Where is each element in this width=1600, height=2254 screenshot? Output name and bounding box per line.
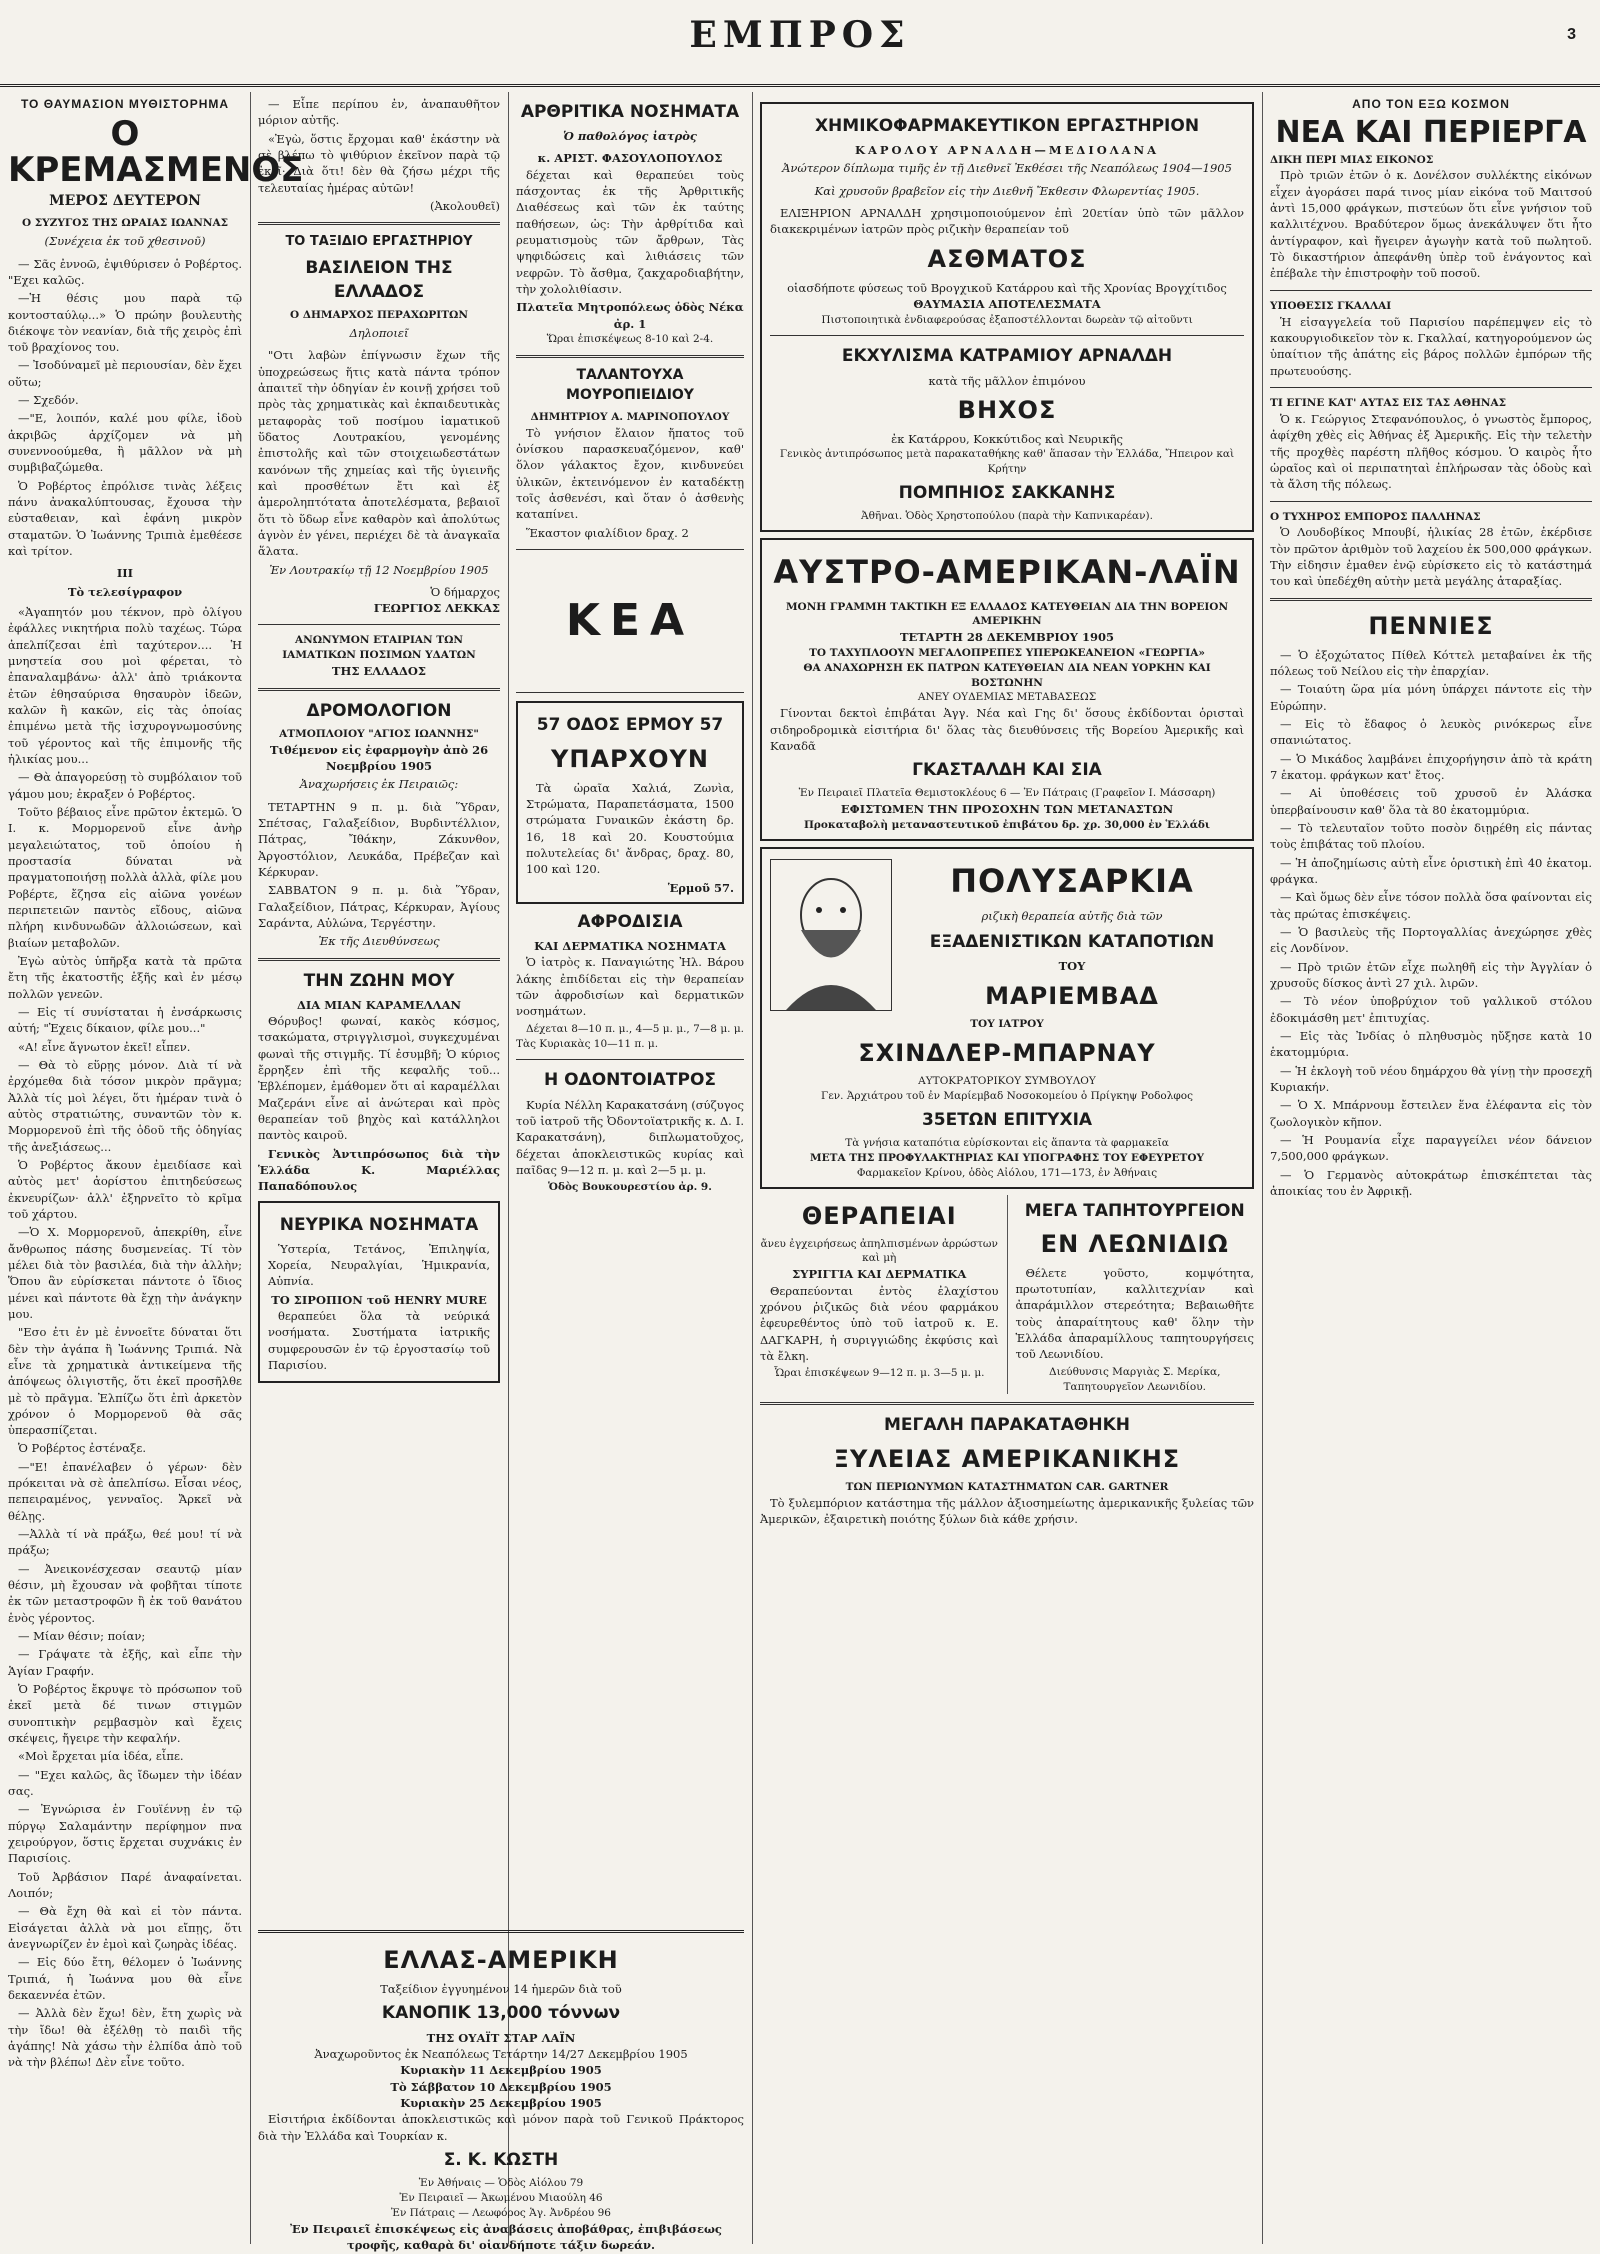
ad-agents: ΓΚΑΣΤΑΛΔΗ ΚΑΙ ΣΙΑ: [912, 760, 1102, 781]
paragraph: Ὁ Ροβέρτος ἄκουν ἐμειδίασε καὶ αὐτὸς μετ' ἀορίστου ἐπιτηδεύσεως ἐκνευρίζων· ἀλλ' ἐξηρνεῖτο τὸ κρῖμα τοῦ χάρτου.: [8, 1157, 242, 1221]
ad-heading: ΑΡΘΡΙΤΙΚΑ ΝΟΣΗΜΑΤΑ: [520, 102, 740, 122]
news-heading: Ο ΤΥΧΗΡΟΣ ΕΜΠΟΡΟΣ ΠΑΛΛΗΝΑΣ: [1270, 510, 1481, 523]
paragraph: —Ὁ Χ. Μορμορενοῦ, ἀπεκρίθη, εἶνε ἄνθρωπος πάσης δυσμενείας. Τί τὸν μέλει διὰ τὸν βασιλέα, διὰ τὴν ἀλλὴν; Ὅπου ἂν εὑρίσκεται πάντοτε ὁ ἴδιος μένει καὶ πάντοτε θὰ ἔχῃ τὴν ἀνάγκην μου.: [8, 1225, 242, 1321]
ad-doc-name: ΣΧΙΝΔΛΕΡ-ΜΠΑΡΝΑΥ: [858, 1038, 1156, 1067]
ad-date: Κυριακὴν 25 Δεκεμβρίου 1905: [400, 2095, 602, 2110]
news-heading: ΥΠΟΘΕΣΙΣ ΓΚΑΛΛΑΙ: [1270, 299, 1392, 312]
ad-heading: ΜΕΓΑ ΤΑΠΗΤΟΥΡΓΕΙΟΝ: [1024, 1200, 1245, 1221]
paragraph: — Σχεδόν.: [18, 393, 79, 408]
pennies-item: — Καὶ ὅμως δὲν εἶνε τόσον πολλὰ ὅσα φαίνονται εἰς τὰς πρώτας ἐπισκέψεις.: [1270, 890, 1592, 921]
ad-sub: ΚΑΡΟΛΟΥ ΑΡΝΑΛΔΗ—ΜΕΔΙΟΛΑΝΑ: [854, 143, 1160, 158]
ad-ship: ΚΑΝΟΠΙΚ 13,000 τόννων: [381, 2003, 621, 2024]
paragraph: — "Εχει καλῶς, ἂς ἴδωμεν τὴν ἰδέαν σας.: [8, 1767, 242, 1799]
paragraph: Τοῦ Ἀρβάσιον Παρέ ἀναφαίνεται. Λοιπόν;: [8, 1869, 242, 1901]
ad-footer: Διεύθυνσις Μαργιὰς Σ. Μερίκα, Ταπητουργεῖον Λεωνιδίου.: [1049, 1365, 1221, 1393]
divider: [516, 549, 744, 550]
ad-sub: Ταξείδιον ἐγγυημένον 14 ἡμερῶν διὰ τοῦ: [380, 1982, 622, 1997]
ad-body: Κυρία Νέλλη Καρακατσάνη (σύζυγος τοῦ ἰατροῦ τῆς Ὀδοντοϊατρικῆς κ. Δ. Ι. Καρακατσάνη), διπλωματοῦχος, δέχεται ἀποκλειστικῶς κυρίας καὶ παῖδας 9—12 π. μ. καὶ 2—5 μ. μ.: [516, 1097, 744, 1177]
pennies-item: — Ὁ Γερμανὸς αὐτοκράτωρ ἐπισκέπτεται τὰς ἀποικίας του ἐν Ἀφρικῇ.: [1270, 1167, 1592, 1198]
paragraph: — Μίαν θέσιν; ποίαν;: [18, 1629, 146, 1644]
ad-info: ΕΦΙΣΤΩΜΕΝ ΤΗΝ ΠΡΟΣΟΧΗΝ ΤΩΝ ΜΕΤΑΝΑΣΤΩΝ: [840, 802, 1174, 817]
paragraph: — Ἰσοδύναμεῖ μὲ περιουσίαν, δὲν ἔχει οὕτω;: [8, 358, 242, 389]
ad-role: ΑΥΤΟΚΡΑΤΟΡΙΚΟΥ ΣΥΜΒΟΥΛΟΥ: [918, 1074, 1096, 1087]
paragraph: — Γράψατε τὰ ἐξῆς, καὶ εἶπε τὴν Ἁγίαν Γραφήν.: [8, 1647, 242, 1678]
ship-title: ΑΤΜΟΠΛΟΙΟΥ "ΑΓΙΟΣ ΙΩΑΝΝΗΣ": [279, 727, 479, 740]
ad-date: Ἀναχωροῦντος ἐκ Νεαπόλεως Τετάρτην 14/27 Δεκεμβρίου 1905: [314, 2046, 688, 2061]
ad-auth: Τὰ γνήσια καταπότια εὑρίσκονται εἰς ἅπαντα τὰ φαρμακεῖα: [845, 1136, 1169, 1149]
paragraph: —"Ε, λοιπόν, καλέ μου φίλε, ἰδοὺ ἀκριβῶς ἀρχίζομεν νὰ μὴ συνεννοούμεθα, ἢ μᾶλλον νὰ μὴ συμβιβαζώμεθα.: [8, 411, 242, 475]
serial-chapter: Ο ΣΥΖΥΓΟΣ ΤΗΣ ΩΡΑΙΑΣ ΙΩΑΝΝΑΣ: [21, 217, 229, 230]
news-body: Ὁ Λουδοβίκος Μπουβί, ἡλικίας 28 ἐτῶν, ἐκέρδισε τὸν πρῶτον ἀριθμὸν τοῦ λαχείου ἐκ 500,000 φράγκων. Τὴν εἰδησιν ἐμαθεν ἐνῷ εὑρίσκετο εἰς τὸ κατάστημά του καὶ ὑπεδέχθη αὐτὴν μετὰ μεγάλης ἀταραξίας.: [1270, 525, 1592, 589]
portrait-image: [770, 859, 892, 1011]
news-heading: ΤΙ ΕΓΙΝΕ ΚΑΤ' ΑΥΤΑΣ ΕΙΣ ΤΑΣ ΑΘΗΝΑΣ: [1270, 396, 1507, 409]
ad-address: Πλατεῖα Μητροπόλεως ὁδὸς Νέκα ἀρ. 1: [516, 300, 744, 331]
divider: [258, 222, 500, 225]
ad-address: Ὁδὸς Βουκουρεστίου ἀρ. 9.: [548, 1181, 712, 1194]
paragraph: «Α! εἶνε ἄγνωτον ἐκεῖ! εἶπεν.: [18, 1039, 191, 1054]
ad-hellas-america: [258, 1930, 744, 2252]
ship-heading: ΔΡΟΜΟΛΟΓΙΟΝ: [306, 700, 452, 721]
paragraph: "Εσο ἐτι ἐν μὲ ἐννοεῖτε δύναται ὅτι δὲν τὴν ἀγάπα ἢ Ἰωάννης Τριπιά. Νὰ εἶνε τὰ χρηματικὰ ἀντικείμενα τῆς ἀπόψεως ὀλιγιστῆς, ὅτι ἐκεῖ προσῆλθε μὲ τὸ πρᾶγμα. Ἐλπίζω ὅτι ἐπὶ ἀρκετὸν χρόνον ὁ Μορμορενοῦ θὰ σᾶς ὑπερασπίζεται.: [8, 1325, 242, 1438]
ad-title: ΥΠΑΡΧΟΥΝ: [551, 744, 709, 773]
pennies-item: — Ἡ ἐκλογὴ τοῦ νέου δημάρχου θὰ γίνῃ τὴν προσεχῆ Κυριακήν.: [1270, 1063, 1592, 1094]
ad-carpets: [1007, 1195, 1255, 1395]
ad-box-ermou: [516, 701, 744, 904]
divider: [516, 1059, 744, 1060]
divider: [1270, 387, 1592, 388]
pennies-list: [1270, 647, 1592, 1200]
ad-footer: Ἑρμοῦ 57.: [667, 880, 734, 895]
paragraph: — Ἐγνώρισα ἐν Γουϊέννῃ ἐν τῷ πύργῳ Σαλαμάντην περίφημον πνα χειρούργον, ὅστις ἔρχεται συχνάκις ἐν Παρισίοις.: [8, 1802, 242, 1866]
notice-sign-title: Ὁ δήμαρχος: [430, 584, 500, 599]
ad-heading: ΠΟΛΥΣΑΡΚΙΑ: [950, 861, 1194, 900]
ad-body: Θέλετε γοῦστο, κομψότητα, πρωτοτυπίαν, καλλιτεχνίαν καὶ ἀπαράμιλλον στερεότητα; Βεβαιωθῆτε τοὺς ἀπαραίτητους καθ' ὅλην τὴν Ἑλλάδα ἀπαραμίλλους ταπητουργήσεις τοῦ Λεωνιδίου.: [1015, 1265, 1254, 1362]
ad-therapies: [760, 1195, 999, 1395]
kea-advert: ΚΕΑ: [565, 594, 695, 646]
paragraph: —Ἡ θέσις μου παρὰ τῷ κοντοσταύλῳ...» Ὁ πρώην βουλευτὴς διέκοψε τὸν νεανίαν, διὰ τῆς χειρὸς ἐπὶ τοῦ βραχίονος του.: [8, 291, 243, 355]
ad-body: Ὁ ἰατρὸς κ. Παναγιώτης Ἠλ. Βάρου λάκης ἐπιδίδεται εἰς τὴν θεραπείαν τῶν ἀφροδισίων καὶ δερματικῶν νοσημάτων.: [516, 955, 744, 1019]
paragraph: Ἐγὼ αὐτὸς ὑπῆρξα κατὰ τὰ πρῶτα ἔτη τῆς ἐκατοστῆς ἑξῆς καὶ ἐν μέσῳ πολλῶν γενεῶν.: [8, 953, 242, 1001]
ad-name: ΜΑΡΙΕΜΒΑΔ: [985, 981, 1159, 1010]
paragraph: — Θὰ τὸ εὕρῃς μόνον. Διὰ τί νὰ ἐρχόμεθα διὰ τόσον μικρὸν πρᾶγμα; Ἀλλὰ τίς μοὶ λέγει, ὅτι ἠμέραν τινὰ ὁ αὐτὸς στρατιώτης, συναντῶν τὸν κ. Μορμορενοῦ ἐπὶ τῆς ὁδοῦ τῆς ὁδηγίας τῆς ἀνεξιάσεως...: [8, 1057, 242, 1154]
pennies-item: — Ἡ ἀποζημίωσις αὐτὴ εἶνε ὁριστικὴ ἐπὶ 40 ἑκατομ. φράγκα.: [1270, 855, 1592, 887]
column-rule: [250, 92, 251, 2244]
divider: [760, 1402, 1254, 1405]
ad-title: ΕΞΑΔΕΝΙΣΤΙΚΩΝ ΚΑΤΑΠΟΤΙΩΝ: [929, 932, 1215, 953]
ad-hours: Ὧραι ἐπισκέψεων 9—12 π. μ. 3—5 μ. μ.: [774, 1367, 985, 1380]
ad-heading: 57 ΟΔΟΣ ΕΡΜΟΥ 57: [536, 715, 724, 736]
ad-note: ΑΝΕΥ ΟΥΔΕΜΙΑΣ ΜΕΤΑΒΑΣΕΩΣ: [917, 691, 1097, 704]
paragraph: —Ἀλλὰ τί νὰ πράξω, θεέ μου! τί νὰ πράξω;: [8, 1527, 242, 1558]
ad-address: Ἐν Πάτραις — Λεωφόρος Ἁγ. Ἀνδρέου 96: [391, 2206, 611, 2219]
notice-sub: Ο ΔΗΜΑΡΧΟΣ ΠΕΡΑΧΩΡΙΤΩΝ: [290, 309, 468, 321]
column-notices: [258, 96, 500, 1924]
pennies-item: — Εἰς τὰς Ἰνδίας ὁ πληθυσμὸς ηὔξησε κατὰ 10 ἑκατομμύρια.: [1270, 1029, 1592, 1060]
ad-ship: ΤΟ ΤΑΧΥΠΛΟΟΥΝ ΜΕΓΑΛΟΠΡΕΠΕΣ ΥΠΕΡΩΚΕΑΝΕΙΟΝ «ΓΕΩΡΓΙΑ»: [809, 646, 1205, 659]
column-medical: [516, 96, 744, 1924]
paragraph: — Σᾶς ἐννοῶ, ἐψιθύρισεν ὁ Ροβέρτος. "Εχει καλῶς.: [8, 256, 242, 287]
column-rule: [508, 92, 509, 2244]
ad-address: Ἐν Ἀθήναις — Ὁδὸς Αἰόλου 79: [418, 2176, 584, 2189]
serial-header: ΤΟ ΘΑΥΜΑΣΙΟΝ ΜΥΘΙΣΤΟΡΗΜΑ: [20, 97, 230, 111]
ad-body: ΕΛΙΞΗΡΙΟΝ ΑΡΝΑΛΔΗ χρησιμοποιούμενον ἐπὶ 20ετίαν ὑπὸ τῶν μᾶλλον διακεκριμένων ἰατρῶν πρὸς ριζικὴν θεραπείαν τοῦ: [770, 206, 1244, 237]
ad-body: Τὸ ξυλεμπόριον κατάστημα τῆς μάλλον ἀξιοσημείωτης ἀμερικανικῆς ξυλείας τῶν Ἀμερικῶν, ἐξαιρετικὴ ποιότης ξύλων διὰ κάθε χρήσιν.: [760, 1495, 1254, 1526]
ad-success: 35ΕΤΩΝ ΕΠΙΤΥΧΙΑ: [921, 1109, 1093, 1130]
ad-sub: ΤΩΝ ΠΕΡΙΩΝΥΜΩΝ ΚΑΤΑΣΤΗΜΑΤΩΝ CAR. GARTNER: [845, 1480, 1169, 1493]
ad-agent-name: ΠΟΜΠΗΙΟΣ ΣΑΚΚΑΝΗΣ: [898, 483, 1116, 504]
notice-heading: ΤΟ ΤΑΞΙΔΙΟ ΕΡΓΑΣΤΗΡΙΟΥ: [285, 234, 473, 250]
ad-body: Εἰσιτήρια ἐκδίδονται ἀποκλειστικῶς καὶ μόνον παρὰ τοῦ Γενικοῦ Πράκτορος διὰ τὴν Ἑλλάδα καὶ Τουρκίαν κ.: [258, 2112, 744, 2143]
ad-agent: Γενικὸς ἀντιπρόσωπος μετὰ παρακαταθήκης καθ' ἅπασαν τὴν Ἑλλάδα, Ἤπειρον καὶ Κρήτην: [779, 448, 1235, 476]
ad-box-arnaldi: [760, 102, 1254, 532]
ad-warn: ΜΕΤΑ ΤΗΣ ΠΡΟΦΥΛΑΚΤΗΡΙΑΣ ΚΑΙ ΥΠΟΓΡΑΦΗΣ ΤΟΥ ΕΦΕΥΡΕΤΟΥ: [810, 1151, 1204, 1164]
paragraph: «Ἀγαπητόν μου τέκνον, πρὸ ὀλίγου ἐφάλλες νικητήρια πολὺ ταχέως. Τώρα ἀπελπίζεσαι ἐπὶ ταχύτερον.... Ἡ μνηστεία σου μοὶ φέρεται, τὸ ἐπαναλαμβάνω· ἀλλ' ἀπὸ τριάκοντα ἐτῶν ἐθησαύρισα θησαυρὸν ἰδεῶν, καλῶν ἢ κακῶν, εἰς τὰς ὁποίας ἐπιμένω μετὰ τῆς ἰσχυρογνωμοσύνης τοῦ γέροντος καὶ τῆς ἐπιμονῆς τῆς ἡλικίας μου...: [8, 605, 242, 767]
ad-doctor-line: Ὁ παθολόγος ἰατρὸς: [563, 129, 697, 144]
chapter-title: Τὸ τελεσίγραφον: [67, 584, 183, 599]
continued-note: (Ἀκολουθεῖ): [430, 198, 500, 213]
paragraph: — Ἀλλὰ δὲν ἔχω! δὲν, ἔτη χωρὶς νὰ τὴν ἴδω! θὰ ἐξέλθῃ τὸ παιδὶ τῆς ἀγάπης! Νὰ χάσω τὴν ἐλπίδα ἀπὸ τοῦ νὰ τὴν βλέπω! Δὲν εἶνε τοῦτο.: [8, 2006, 242, 2070]
news-body: Ὁ κ. Γεώργιος Στεφανόπουλος, ὁ γνωστὸς ἔμπορος, ἀφίχθη χθὲς εἰς Ἀθήνας ἐξ Ἀμερικῆς. Εἰς τὴν τελετὴν τῆς προχθὲς παρέστη πλῆθος κόσμου. Ὁ καιρὸς ἦτο ὡραῖος καὶ οἱ περιπατηταὶ ἐπλήρωσαν τὰς ὁδοὺς καὶ τὰ ἄλση τῆς πόλεως.: [1270, 411, 1592, 492]
ad-title: ΑΣΘΜΑΤΟΣ: [927, 244, 1087, 273]
ad-address: Ἐν Πειραιεῖ Πλατεῖα Θεμιστοκλέους 6 — Ἐν Πάτραις (Γραφεῖον Ι. Μάσσαρη): [798, 787, 1216, 800]
ad-sub: κατὰ τῆς μᾶλλον ἐπιμόνου: [928, 373, 1086, 388]
ad-body: θεραπεύει ὅλα τὰ νεύρικά νοσήματα. Συστήματα ἰατρικῆς συμφερουσῶν ἐν τῷ ἐργοστασίῳ τοῦ Παρισίου.: [268, 1309, 490, 1373]
ship-route: ΤΕΤΑΡΤΗΝ 9 π. μ. διὰ Ὕδραν, Σπέτσας, Γαλαξείδιον, Βυρδιντέλλιον, Πάτρας, Ἴθάκην, Ζάκυνθον, Ἀργοστόλιον, Λευκάδα, Πρέβεζαν καὶ Κέρκυραν.: [258, 799, 500, 879]
ad-sub: ΣΥΡΙΓΓΙΑ ΚΑΙ ΔΕΡΜΑΤΙΚΑ: [792, 1267, 967, 1282]
ad-body: Τὸ γνήσιον ἔλαιον ἤπατος τοῦ ὀνίσκου παρασκευαζόμενον, καθ' ὅλον γάλακτος ἔχον, κινδυνεύει ὑλικῶν, ἐκτεινόμενον ἐν καταδέκτῃ τοῖς ἀσθενέσι, καὶ ὅταν ὁ ἀσθενὴς καταπίνει.: [516, 425, 744, 522]
ad-results: ΘΑΥΜΑΣΙΑ ΑΠΟΤΕΛΕΣΜΑΤΑ: [913, 297, 1101, 312]
notice-date: Ἐν Λουτρακίῳ τῇ 12 Νοεμβρίου 1905: [269, 562, 489, 577]
ad-prices: Ἕκαστον φιαλίδιον δραχ. 2: [526, 525, 689, 540]
news-body: Ἡ εἰσαγγελεία τοῦ Παρισίου παρέπεμψεν εἰς τὸ κακουργιοδικεῖον τὸν κ. Γκαλλαί, κατηγορούμενον ὡς ὑπαίτιον τῆς ἀπάτης εἰς βάρος πολλῶν ἐμπόρων τῆς πρωτευούσης.: [1270, 314, 1592, 378]
ad-sub: ΜΟΝΗ ΓΡΑΜΜΗ ΤΑΚΤΙΚΗ ΕΞ ΕΛΛΑΔΟΣ ΚΑΤΕΥΘΕΙΑΝ ΔΙΑ ΤΗΝ ΒΟΡΕΙΟΝ ΑΜΕΡΙΚΗΝ: [785, 600, 1229, 628]
divider: [258, 688, 500, 691]
ad-hours: Δέχεται 8—10 π. μ., 4—5 μ. μ., 7—8 μ. μ. Τὰς Κυριακὰς 10—11 π. μ.: [516, 1022, 744, 1050]
ad-body: Γίνονται δεκτοὶ ἐπιβάται Ἀγγ. Νέα καὶ Γης δι' ὅσους ἐκδίδονται ὁρισταὶ σιδηροδρομικὰ εἰσιτήρια δι' ὅλας τὰς διευθύνσεις τῆς Βορείου Ἀμερικῆς καὶ Καναδᾶ: [770, 706, 1244, 753]
pennies-item: — Εἰς τὸ ἔδαφος ὁ λευκὸς ρινόκερως εἶνε σπανιώτατος.: [1270, 717, 1592, 748]
ad-heading: ΤΑΛΑΝΤΟΥΧΑ ΜΟΥΡΟΠΙΕΙΔΙΟΥ: [566, 366, 694, 403]
divider: [516, 692, 744, 693]
paragraph: Ὁ Ροβέρτος ἔκρυψε τὸ πρόσωπον τοῦ ἐκεῖ μετὰ δέ τινων στιγμῶν συνοπτικὴν ρεμβασμὸν καὶ ἔχεις σκέψεις, ἤγειρε τὴν κεφαλήν.: [8, 1682, 242, 1746]
ad-line: ριζικὴ θεραπεία αὐτῆς διὰ τῶν: [981, 909, 1163, 923]
divider: [1270, 290, 1592, 291]
ad-box-polysarkia: [760, 847, 1254, 1189]
ad-body: Θεραπεύονται ἐντὸς ἐλαχίστου χρόνου ῥιζικῶς διὰ νέου φαρμάκου ἐφευρεθέντος ὑπὸ τοῦ ἰατροῦ κ. Ε. ΔΑΓΚΑΡΗ, ἡ συριγγιώδης ἐκφύσις καὶ τὰ ἔλκη.: [760, 1283, 999, 1364]
pennies-item: — Ἡ Ρουμανία εἶχε παραγγείλει νέον δάνειον 7,500,000 φράγκων.: [1270, 1132, 1592, 1164]
paragraph: «Μοὶ ἔρχεται μία ἰδέα, εἶπε.: [18, 1749, 184, 1764]
ad-footer: Προκαταβολὴ μεταναστευτικοῦ ἐπιβάτου δρ. χρ. 30,000 ἐν Ἑλλάδι: [804, 818, 1210, 831]
pennies-item: — Τὸ τελευταῖον τοῦτο ποσὸν διῃρέθη εἰς πάντας τοὺς ἐπιβάτας τοῦ πλοίου.: [1270, 821, 1592, 852]
news-header: ΑΠΟ ΤΟΝ ΕΞΩ ΚΟΣΜΟΝ: [1352, 97, 1510, 111]
ad-address: Ἐν Πειραιεῖ — Ἀκωμένου Μιαούλη 46: [399, 2191, 603, 2204]
notice-signer: ΓΕΩΡΓΙΟΣ ΛΕΚΚΑΣ: [373, 601, 500, 616]
ad-heading: ΕΛΛΑΣ-ΑΜΕΡΙΚΗ: [383, 1946, 619, 1974]
paragraph: — Εἰς δύο ἔτη, θέλομεν ὁ Ἰωάννης Τριπιά, ἡ Ἰωάννα μου θὰ εἶνε δεκαεννέα ἐτῶν.: [8, 1955, 242, 2002]
ad-box-austro-american: [760, 538, 1254, 840]
ad-sub: ἐκ Κατάρρου, Κοκκύτιδος καὶ Νευρικῆς: [891, 431, 1123, 446]
ad-heading: Η ΟΔΟΝΤΟΙΑΤΡΟΣ: [543, 1070, 717, 1091]
ad-body: Θόρυβος! φωναί, κακὸς κόσμος, τσακώματα, στριγγλισμοὶ, συγκεχυμέναι φωναὶ τῆς στιγμῆς. Τί ἐσυμβῆ; Ὁ κύριος ἔρρηξεν ἐπὶ τῆς κεφαλῆς τοῦ... Ἐβλέπομεν, ἐμάθομεν ὅτι αἱ καραμέλλαι Μαζεράνι εἶνε αἱ ἀνώτεραι καὶ πρὸς θεραπείαν τοῦ βηχὸς καὶ κατάλληλοι παντὸς καιροῦ.: [258, 1014, 500, 1143]
ad-doc: ΤΟΥ ΙΑΤΡΟΥ: [970, 1017, 1044, 1030]
paragraph: — Θὰ ἀπαγορεύσῃ τὸ συμβόλαιον τοῦ γάμου μου; ἐκραξεν ὁ Ροβέρτος.: [8, 770, 242, 801]
ad-of: ΤΟΥ: [1058, 959, 1086, 974]
ad-line: ΤΗΣ ΟΥΑΪΤ ΣΤΑΡ ΛΑΪΝ: [426, 2030, 576, 2045]
divider: [1270, 501, 1592, 502]
chapter-numeral: III: [116, 566, 134, 581]
ad-agent: Γενικὸς Ἀντιπρόσωπος διὰ τὴν Ἑλλάδα Κ. Μαριέλλας Παπαδόπουλος: [258, 1146, 500, 1194]
ad-heading: ΑΥΣΤΡΟ-ΑΜΕΡΙΚΑΝ-ΛΑΪΝ: [773, 553, 1241, 592]
ad-title: ΞΥΛΕΙΑΣ ΑΜΕΡΙΚΑΝΙΚΗΣ: [833, 1444, 1181, 1473]
news-body: Πρὸ τριῶν ἐτῶν ὁ κ. Δονέλσον συλλέκτης εἰκόνων εἶχεν ἀγοράσει παρά τινος μίαν εἰκόνα τοῦ Μαιτσού ἀντὶ 15,000 φράγκων, πιστεύων ὅτι εἶνε γνήσιον τοῦ καλλιτέχνου. Βραδύτερον ὅμως ἀνεκάλυψεν ὅτι ἦτο ἀντίγραφον, καὶ ἤγειρεν ἀγωγὴν κατὰ τοῦ πωλητοῦ. Τὸ δικαστήριον ἀπεφάνθη ὑπὲρ τοῦ ἐνάγοντος καὶ ἐπέβαλε τὴν ἐπιστροφὴν τοῦ ποσοῦ.: [1270, 168, 1592, 281]
column-rule: [1262, 92, 1263, 2244]
company-heading: ΑΝΩΝΥΜΟΝ ΕΤΑΙΡΙΑΝ ΤΩΝ ΙΑΜΑΤΙΚΩΝ ΠΟΣΙΜΩΝ ΥΔΑΤΩΝ: [282, 634, 476, 662]
ad-sub: ΤΟ ΣΙΡΟΠΙΟΝ τοῦ HENRY MURE: [271, 1292, 487, 1307]
divider: [770, 335, 1244, 336]
ad-address: Φαρμακεῖον Κρίνου, ὁδὸς Αἰόλου, 171—173, ἐν Ἀθήναις: [856, 1166, 1158, 1179]
ad-footer: Ἐν Πειραιεῖ ἐπισκέψεως εἰς ἀναβάσεις ἀποβάθρας, ἐπιβιβάσεως τροφῆς, καθαρὰ δι' οἱανδήποτε τάξιν δωρεάν.: [290, 2221, 722, 2252]
ad-desc: Γεν. Ἀρχιάτρου τοῦ ἐν Μαρίεμβαδ Νοσοκομείου ὁ Πρίγκηψ Ροδολφος: [821, 1089, 1193, 1102]
ship-line: Ἀναχωρήσεις ἐκ Πειραιῶς:: [299, 777, 459, 792]
serial-title: Ο ΚΡΕΜΑΣΜΕΝΟΣ: [8, 114, 304, 190]
ad-sub: ΔΗΜΗΤΡΙΟΥ Α. ΜΑΡΙΝΟΠΟΥΛΟΥ: [530, 410, 730, 423]
column-rule: [752, 92, 753, 2244]
ad-row: [760, 1195, 1254, 1395]
page-number: 3: [1567, 26, 1576, 43]
ad-box-nervous: [258, 1201, 500, 1384]
notice-body: "Οτι λαβὼν ἐπίγνωσιν ἔχων τῆς ὑποχρεώσεως ἥτις κατὰ πάντα τρόπον ἀπαιτεῖ τὴν ὁδηγίαν ἐν κοινῇ χρήσει τοῦ πρὸς τὰς χρηματικὰς καὶ ἐκπαιδευτικὰς μεταφορὰς τοῦ ποσίμου ἰαματικοῦ ὕδατος Λουτρακίου, γενομένης ἐπιστολῆς καὶ τῶν στοιχειωδεστάτων κανόνων τῆς χημείας καὶ τῆς ὑγιεινῆς καὶ προσθέτων ἔτι καὶ ἐξ ἀμεροληπτότατα ἀποτελέσματα, βεβαιοῖ ὅτι τὸ ὕδωρ εἶνε καθαρὸν καὶ ἀπολύτως ἁγνὸν ἐν γένει, περιέχει δὲ τὰ ἀναγκαῖα ἅλατα.: [258, 348, 500, 559]
pennies-item: — Ὁ Χ. Μπάρνουμ ἔστειλεν ἕνα ἐλέφαντα εἰς τὸν ζωολογικὸν κῆπον.: [1270, 1098, 1592, 1129]
paragraph: — Εἰς τί συνίσταται ἡ ἐνσάρκωσις αὐτή; "Ἐχεις δίκαιον, φίλε μου...": [8, 1004, 242, 1036]
column-advertisements: [760, 96, 1254, 2244]
news-title: ΝΕΑ ΚΑΙ ΠΕΡΙΕΡΓΑ: [1275, 115, 1587, 151]
paragraph: Ὁ Ροβέρτος ἐπρόλισε τινὰς λέξεις πάνυ ἀνακαλύπτουσας, ἔχουσα τὴν εὐσταθειαν, καὶ ἐφάνη μικρὸν σταματῶν. Ὁ Ἰωάννης Τριπιὰ ἐμεθέεσε καὶ τρίτον.: [8, 478, 242, 559]
ad-sub: ΔΙΑ ΜΙΑΝ ΚΑΡΑΜΕΛΛΑΝ: [296, 997, 462, 1012]
ad-title: ΕΝ ΛΕΩΝΙΔΙΩ: [1040, 1229, 1229, 1258]
ad-date: Κυριακὴν 11 Δεκεμβρίου 1905: [400, 2063, 602, 2078]
ad-hours: Ὥραι ἐπισκέψεως 8-10 καὶ 2-4.: [546, 333, 714, 346]
paragraph: — Θὰ ἔχη θὰ καὶ εἰ τὸν πάντα. Εἰσάγεται ἀλλὰ νὰ μοι εἴπῃς, ὅτι ἀνεγνωρίζεν ἐν ἐμοὶ καὶ ζωηρὰς ἰδέας.: [8, 1904, 242, 1951]
paragraph: Τοῦτο βέβαιος εἶνε πρῶτον ἐκτεμῶ. Ὁ Ι. κ. Μορμορενοῦ εἶνε ἀνὴρ μεγαλειώτατος, τοῦ ὁποίου ἡ προστασία δύναται νὰ πραγματοποιήσῃ πολλὰ ἀλλὰ, φίλε μου Ροβέρτε, ἔζησα εἰς αἰῶνα γονέων περιπετειῶν παντὸς εἴδους, αἰῶνα πλήρη κινδυνωδῶν ἀλλοιώσεων, καὶ βιαίων μεταβολῶν.: [8, 805, 242, 950]
ad-heading: ΕΚΧΥΛΙΣΜΑ ΚΑΤΡΑΜΙΟΥ ΑΡΝΑΛΔΗ: [841, 346, 1173, 367]
masthead: [0, 0, 1600, 87]
paragraph: — Εἶπε περίπου ἐν, ἀναπαυθῆτον μόριον αὐτῆς.: [258, 97, 500, 128]
ad-heading: ΜΕΓΑΛΗ ΠΑΡΑΚΑΤΑΘΗΚΗ: [884, 1415, 1130, 1436]
ship-footer: Ἐκ τῆς Διευθύνσεως: [318, 934, 440, 949]
portrait-icon: [771, 860, 891, 1010]
ad-heading: ΤΗΝ ΖΩΗΝ ΜΟΥ: [303, 970, 455, 991]
ad-cert: Πιστοποιητικὰ ἐνδιαφερούσας ἐξαποστέλλονται δωρεὰν τῷ αἰτοῦντι: [821, 313, 1193, 326]
notice-title: ΒΑΣΙΛΕΙΟΝ ΤΗΣ ΕΛΛΑΔΟΣ: [305, 257, 453, 302]
paragraph: Ὁ Ροβέρτος ἐστέναξε.: [18, 1441, 146, 1456]
column-news: [1270, 96, 1592, 2244]
paragraph: — Ἀνεικονέσχεσαν σεαυτῷ μίαν θέσιν, μὴ ἔχουσαν νὰ φοβῆται τίποτε ἐκ τῶν μεταστροφῶν ἢ ἐκ τοῦ θανάτου ἑνὸς γέροντος.: [8, 1561, 242, 1625]
pennies-item: — Ὁ ἐξοχώτατος Πίθελ Κόττελ μεταβαίνει ἐκ τῆς πόλεως τοῦ Νείλου εἰς τὴν ἐπαρχίαν.: [1270, 647, 1592, 679]
ship-route: ΣΑΒΒΑΤΟΝ 9 π. μ. διὰ Ὕδραν, Γαλαξείδιον, Πάτρας, Κέρκυραν, Ἀγίους Σαράντα, Αὐλώνα, Τεργέστην.: [258, 883, 500, 930]
serial-continued: (Συνέχεια ἐκ τοῦ χθεσινοῦ): [44, 234, 206, 249]
paragraph: —"Ε! ἐπανέλαβεν ὁ γέρων· δὲν πρόκειται νὰ σὲ ἀπελπίσω. Εἶσαι νέος, πεπειραμένος, γενναῖος. Ἄρκεῖ νὰ θέλῃς.: [8, 1459, 242, 1523]
ad-doctor-name: κ. ΑΡΙΣΤ. ΦΑΣΟΥΛΟΠΟΥΛΟΣ: [537, 151, 723, 166]
ad-sub: ΚΑΙ ΔΕΡΜΑΤΙΚΑ ΝΟΣΗΜΑΤΑ: [534, 939, 726, 954]
newspaper-title: ΕΜΠΡΟΣ: [689, 14, 911, 56]
pennies-item: — Τὸ νέον ὑποβρύχιον τοῦ γαλλικοῦ στόλου ἐδοκιμάσθη μετ' ἐπιτυχίας.: [1270, 994, 1592, 1025]
ad-address: Ἀθῆναι. Ὁδὸς Χρηστοπούλου (παρὰ τὴν Καπνικαρέαν).: [861, 510, 1153, 523]
pennies-heading: ΠΕΝΝΙΕΣ: [1368, 611, 1494, 640]
ad-date: Τὸ Σάββατον 10 Δεκεμβρίου 1905: [390, 2079, 612, 2094]
ad-award: Ἀνώτερον δίπλωμα τιμῆς ἐν τῇ Διεθνεῖ Ἐκθέσει τῆς Νεαπόλεως 1904—1905: [782, 161, 1232, 176]
ad-title: ΒΗΧΟΣ: [957, 395, 1057, 424]
pennies-item: — Ὁ βασιλεὺς τῆς Πορτογαλλίας ἀνεχώρησε χθὲς εἰς Λονδίνον.: [1270, 925, 1592, 956]
ad-sub: οἱασδήποτε φύσεως τοῦ Βρογχικοῦ Κατάρρου καὶ τῆς Χρονίας Βρογχίτιδος: [787, 280, 1227, 295]
ad-body: Ὑστερία, Τετάνος, Ἐπιληψία, Χορεία, Νευραλγίαι, Ἡμικρανία, Αὐπνία.: [268, 1241, 490, 1289]
pennies-item: — Τοιαύτη ὥρα μία μόνη ὑπάρχει πάντοτε εἰς τὴν Εὐρώπην.: [1270, 682, 1592, 713]
ad-heading: ΝΕΥΡΙΚΑ ΝΟΣΗΜΑΤΑ: [279, 1214, 479, 1235]
ad-sub: ἄνευ ἐγχειρήσεως ἀπηλπισμένων ἀρρώστων καὶ μὴ: [760, 1237, 998, 1265]
news-heading: ΔΙΚΗ ΠΕΡΙ ΜΙΑΣ ΕΙΚΟΝΟΣ: [1270, 153, 1434, 166]
ad-body: δέχεται καὶ θεραπεύει τοὺς πάσχοντας ἐκ τῆς Ἀρθριτικῆς Διαθέσεως καὶ τῶν ἐκ ταύτης παθήσεων, ὡς: Τὴν ἀρθρίτιδα καὶ ρευματισμοὺς τῶν ἄρθρων, Τὰς ψηφιδώσεις καὶ λιθιάσεις τῶν νεφρῶν. Τὸ ἄσθμα, ζακχαροδιαβήτην, τὴν χολολιθίασιν.: [516, 167, 744, 297]
pennies-item: — Αἱ ὑποθέσεις τοῦ χρυσοῦ ἐν Ἀλάσκα ὑπερβαίνουσιν καθ' ὅλα τὰ 80 ἑκατομμύρια.: [1270, 786, 1592, 817]
serial-part: ΜΕΡΟΣ ΔΕΥΤΕΡΟΝ: [49, 193, 201, 210]
column-serial-novel: [8, 96, 304, 2244]
divider: [516, 355, 744, 358]
ad-heading: ΘΕΡΑΠΕΙΑΙ: [801, 1201, 957, 1230]
notice-kind: Δηλοποιεῖ: [349, 325, 409, 340]
divider: [258, 624, 500, 625]
divider: [1270, 598, 1592, 601]
ad-route: ΘΑ ΑΝΑΧΩΡΗΣΗ ΕΚ ΠΑΤΡΩΝ ΚΑΤΕΥΘΕΙΑΝ ΔΙΑ ΝΕΑΝ ΥΟΡΚΗΝ ΚΑΙ ΒΟΣΤΩΝΗΝ: [803, 661, 1211, 689]
ad-heading: ΧΗΜΙΚΟΦΑΡΜΑΚΕΥΤΙΚΟΝ ΕΡΓΑΣΤΗΡΙΟΝ: [814, 116, 1200, 136]
company-sub: ΤΗΣ ΕΛΛΑΔΟΣ: [331, 664, 427, 679]
ad-agent: Σ. Κ. ΚΩΣΤΗ: [443, 2149, 559, 2170]
pennies-item: — Ὁ Μικάδος λαμβάνει ἐπιχορήγησιν ἀπὸ τὰ κράτη 7 ἑκατομ. φράγκων κατ' ἔτος.: [1270, 751, 1592, 783]
ad-award: Καὶ χρυσοῦν βραβεῖον εἰς τὴν Διεθνῆ Ἔκθεσιν Φλωρεντίας 1905.: [814, 183, 1200, 198]
ad-date: ΤΕΤΑΡΤΗ 28 ΔΕΚΕΜΒΡΙΟΥ 1905: [899, 630, 1115, 645]
ship-sub: Τιθέμενον εἰς ἐφαρμογὴν ἀπὸ 26 Νοεμβρίου 1905: [269, 742, 489, 773]
paragraph: «Ἐγὼ, ὅστις ἔρχομαι καθ' ἑκάστην νὰ σὲ βλέπω τὸ ψιθύριον ἐκεῖνον παρὰ τῷ ἐκεῖ· Διὰ ὅτι! δὲν θὰ ζήσω μέχρι τῆς τελευταίας ἡμέρας αὐτῶν!: [258, 131, 500, 195]
pennies-item: — Πρὸ τριῶν ἐτῶν εἶχε πωληθῆ εἰς τὴν Ἀγγλίαν ὁ χρυσοῦς δίσκος ἀντὶ 27 χιλ. λιρῶν.: [1270, 959, 1592, 991]
divider: [258, 958, 500, 961]
ad-body: Τὰ ὡραῖα Χαλιά, Ζωνὶα, Στρώματα, Παραπετάσματα, 1500 στρώματα Γυναικῶν ἐκάστη δρ. 16, 18 καὶ 20. Κουστούμια πολυτελείας δι' ἄνδρας, δραχ. 80, 100 καὶ 120.: [526, 780, 734, 877]
ad-heading: ΑΦΡΟΔΙΣΙΑ: [577, 911, 683, 932]
